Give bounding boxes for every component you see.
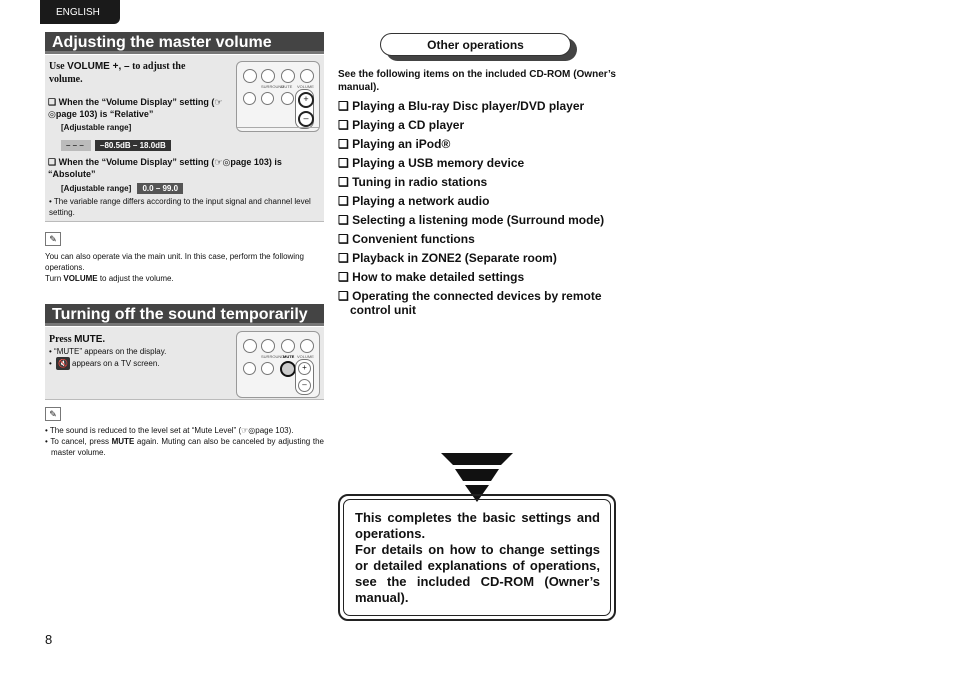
list-item bbox=[338, 118, 616, 137]
remote-button bbox=[243, 92, 256, 105]
remote-divider bbox=[237, 127, 319, 132]
remote-illustration-volume bbox=[236, 61, 320, 132]
other-operations-title: Other operations bbox=[380, 33, 571, 56]
mute-bullet-display: • “MUTE” appears on the display. bbox=[49, 347, 167, 356]
remote-button bbox=[261, 69, 275, 83]
mute-note-cancel-pre: To cancel, press bbox=[50, 437, 112, 446]
list-item bbox=[338, 213, 616, 232]
remote-label-volume: VOLUME bbox=[297, 354, 314, 359]
list-item-label: Playback in ZONE2 (Separate room) bbox=[352, 251, 557, 265]
list-item bbox=[338, 137, 616, 156]
volume-plus-label: + bbox=[302, 363, 307, 372]
remote-button bbox=[261, 339, 275, 353]
list-item bbox=[338, 270, 616, 289]
variable-range-text: The variable range differs according to the input signal and channel level setting. bbox=[49, 197, 311, 217]
remote-button bbox=[243, 339, 257, 353]
other-operations-intro: See the following items on the included CD-ROM (Owner’s manual). bbox=[338, 69, 616, 93]
checkbox-icon: ❑ bbox=[338, 118, 353, 132]
reference-icon: ☞◎ bbox=[214, 157, 231, 167]
mute-note-cancel: • To cancel, press MUTE again. Muting can also be canceled by adjusting the master volume. bbox=[45, 437, 324, 457]
completion-text bbox=[355, 510, 600, 606]
checkbox-icon: ❑ bbox=[338, 137, 353, 151]
list-item-label: Playing a network audio bbox=[352, 194, 490, 208]
mute-panel bbox=[45, 327, 324, 400]
range-value-relative: –80.5dB – 18.0dB bbox=[95, 140, 171, 151]
range-label-absolute-text: [Adjustable range] bbox=[61, 184, 132, 193]
checkbox-icon: ❑ bbox=[338, 99, 353, 113]
mute-instruction-post: . bbox=[102, 334, 105, 345]
mute-notes bbox=[45, 425, 324, 458]
checkbox-icon: ❑ bbox=[48, 157, 59, 167]
setting-relative bbox=[48, 96, 233, 120]
volume-key-label: VOLUME +, – bbox=[67, 61, 130, 72]
note-turn-pre: Turn bbox=[45, 274, 64, 283]
remote-button bbox=[281, 92, 294, 105]
note-volume-key: VOLUME bbox=[63, 274, 98, 283]
mute-note-key: MUTE bbox=[111, 437, 135, 446]
list-item bbox=[338, 175, 616, 194]
list-item-label: Playing a Blu-ray Disc player/DVD player bbox=[352, 99, 585, 113]
range-value-absolute: 0.0 – 99.0 bbox=[137, 183, 183, 194]
remote-button bbox=[261, 92, 274, 105]
checkbox-icon: ❑ bbox=[338, 289, 353, 303]
mute-instruction bbox=[49, 334, 105, 345]
remote-button bbox=[281, 69, 295, 83]
volume-plus-button bbox=[298, 362, 311, 375]
page-number: 8 bbox=[45, 632, 53, 647]
range-min-relative: – – – bbox=[61, 140, 91, 151]
list-item-label: Playing a USB memory device bbox=[352, 156, 525, 170]
checkbox-icon: ❑ bbox=[338, 213, 353, 227]
remote-button bbox=[281, 339, 295, 353]
mute-instruction-pre: Press bbox=[49, 334, 75, 345]
remote-volume-rocker bbox=[295, 359, 314, 395]
list-item-label: Playing an iPod® bbox=[352, 137, 451, 151]
volume-plus-button bbox=[298, 92, 314, 108]
section-title-master-volume: Adjusting the master volume bbox=[45, 32, 324, 54]
range-label-relative: [Adjustable range] bbox=[61, 123, 132, 132]
range-values-relative bbox=[61, 135, 171, 153]
checkbox-icon: ❑ bbox=[338, 270, 353, 284]
setting-absolute-label: When the “Volume Display” setting ( bbox=[58, 157, 215, 167]
mute-note-level: • The sound is reduced to the level set at “Mute Level” (☞◎page 103). bbox=[45, 426, 294, 435]
list-item bbox=[338, 289, 610, 317]
mute-bullet-tv: • 🔇 appears on a TV screen. bbox=[49, 359, 160, 368]
language-tab: ENGLISH bbox=[40, 0, 120, 24]
list-item bbox=[338, 99, 616, 118]
pencil-note-icon: ✎ bbox=[45, 407, 61, 421]
remote-button bbox=[243, 69, 257, 83]
note-main-unit-text: You can also operate via the main unit. In this case, perform the following operations. bbox=[45, 252, 304, 272]
pencil-note-icon: ✎ bbox=[45, 232, 61, 246]
list-item-label: Convenient functions bbox=[352, 232, 475, 246]
remote-button bbox=[261, 362, 274, 375]
speaker-mute-icon: 🔇 bbox=[56, 357, 70, 370]
completion-box bbox=[338, 494, 616, 621]
list-item-label: Operating the connected devices by remote control unit bbox=[350, 289, 602, 317]
remote-button bbox=[243, 362, 256, 375]
remote-illustration-mute bbox=[236, 331, 320, 398]
mute-button bbox=[280, 361, 296, 377]
volume-minus-label: – bbox=[302, 380, 307, 389]
list-item bbox=[338, 251, 616, 270]
variable-range-bullet: • The variable range differs according to the input signal and channel level setting. bbox=[49, 197, 311, 217]
setting-absolute bbox=[48, 156, 321, 180]
reference-icon: ☞◎ bbox=[48, 97, 223, 119]
checkbox-icon: ❑ bbox=[338, 194, 353, 208]
checkbox-icon: ❑ bbox=[338, 156, 353, 170]
list-item-label: Selecting a listening mode (Surround mode) bbox=[352, 213, 605, 227]
remote-label-mute: MUTE bbox=[283, 354, 295, 359]
volume-plus-label: + bbox=[303, 94, 309, 104]
note-main-unit bbox=[45, 251, 315, 284]
completion-line1: This completes the basic settings and operations. bbox=[355, 510, 600, 541]
volume-minus-button bbox=[298, 111, 314, 127]
setting-absolute-label-post: page 103) is “Absolute” bbox=[48, 157, 282, 179]
list-item bbox=[338, 232, 616, 251]
mute-bullet-display-text: “MUTE” appears on the display. bbox=[54, 347, 167, 356]
instruction-post: to adjust the volume. bbox=[49, 61, 186, 85]
mute-key-label: MUTE bbox=[74, 334, 103, 345]
list-item-label: Playing a CD player bbox=[352, 118, 465, 132]
remote-volume-rocker bbox=[295, 89, 314, 129]
setting-relative-label-post: page 103) is “Relative” bbox=[55, 109, 154, 119]
instruction-pre: Use bbox=[49, 61, 68, 72]
mute-note-level-pre: The sound is reduced to the level set at “Mute Level” ( bbox=[49, 426, 242, 435]
remote-button bbox=[300, 339, 314, 353]
checkbox-icon: ❑ bbox=[338, 251, 353, 265]
checkbox-icon: ❑ bbox=[338, 232, 353, 246]
remote-label-mute: MUTE bbox=[281, 84, 293, 89]
list-item-label: How to make detailed settings bbox=[352, 270, 525, 284]
note-turn-post: to adjust the volume. bbox=[97, 274, 174, 283]
volume-minus-label: – bbox=[303, 113, 309, 123]
mute-note-cancel-post: again. Muting can also be canceled by adjusting the master volume. bbox=[51, 437, 324, 457]
remote-label-volume: VOLUME bbox=[297, 84, 314, 89]
remote-label-surround: SURROUND bbox=[261, 84, 285, 89]
volume-minus-button bbox=[298, 379, 311, 392]
note-turn-volume bbox=[45, 273, 315, 284]
checkbox-icon: ❑ bbox=[338, 175, 353, 189]
mute-note-level-post: page 103). bbox=[255, 426, 294, 435]
remote-label-surround: SURROUND bbox=[261, 354, 285, 359]
completion-line2: For details on how to change settings or detailed explanations of operations, see the included CD-ROM (Owner’s manual). bbox=[355, 542, 600, 605]
remote-button bbox=[300, 69, 314, 83]
reference-icon: ☞◎ bbox=[241, 426, 256, 435]
other-operations-list bbox=[338, 99, 616, 317]
range-label-absolute bbox=[61, 183, 183, 194]
checkbox-icon: ❑ bbox=[48, 97, 59, 107]
master-volume-panel bbox=[45, 55, 324, 222]
list-item-label: Tuning in radio stations bbox=[352, 175, 488, 189]
section-title-mute: Turning off the sound temporarily bbox=[45, 304, 324, 326]
instruction-text bbox=[49, 60, 199, 86]
list-item bbox=[338, 194, 616, 213]
list-item bbox=[338, 156, 616, 175]
mute-bullet-tv-text: appears on a TV screen. bbox=[72, 359, 160, 368]
setting-relative-label: When the “Volume Display” setting ( bbox=[58, 97, 215, 107]
